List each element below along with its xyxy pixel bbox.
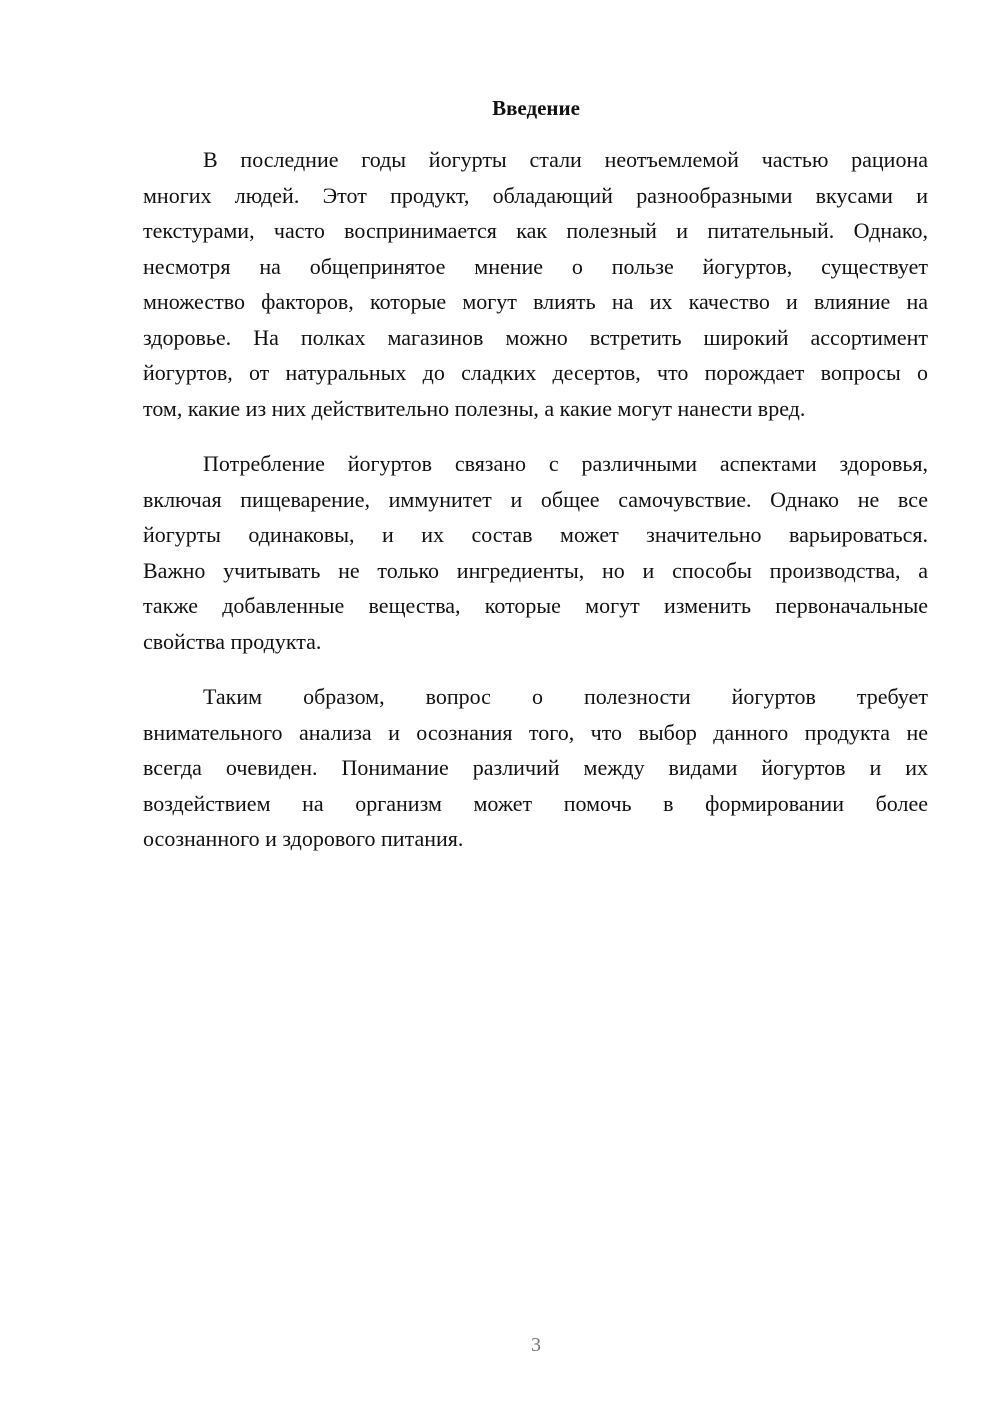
- text-line: многих людей. Этот продукт, обладающий разнообразными вкусами и: [143, 182, 928, 208]
- document-body: [143, 142, 928, 877]
- text-line: Потребление йогуртов связано с различными аспектами здоровья,: [203, 451, 928, 476]
- text-line: внимательного анализа и осознания того, что выбор данного продукта не: [143, 719, 928, 745]
- text-line: В последние годы йогурты стали неотъемлемой частью рациона: [203, 147, 928, 172]
- text-line: осознанного и здорового питания.: [143, 826, 464, 851]
- text-line: том, какие из них действительно полезны, а какие могут нанести вред.: [143, 395, 806, 421]
- paragraph: [143, 679, 928, 857]
- text-line: Таким образом, вопрос о полезности йогуртов требует: [203, 684, 928, 709]
- paragraph: [143, 142, 928, 426]
- section-title: Введение: [492, 96, 580, 120]
- text-line: включая пищеварение, иммунитет и общее самочувствие. Однако не все: [143, 486, 928, 512]
- text-line: также добавленные вещества, которые могут изменить первоначальные: [143, 593, 928, 618]
- text-line: йогурты одинаковы, и их состав может значительно варьироваться.: [143, 522, 928, 547]
- text-line: всегда очевиден. Понимание различий между видами йогуртов и их: [143, 755, 928, 780]
- text-line: свойства продукта.: [143, 628, 322, 654]
- text-line: воздействием на организм может помочь в формировании более: [143, 790, 928, 816]
- text-line: здоровье. На полках магазинов можно встретить широкий ассортимент: [143, 324, 928, 350]
- text-line: Важно учитывать не только ингредиенты, но и способы производства, а: [143, 557, 928, 583]
- text-line: текстурами, часто воспринимается как полезный и питательный. Однако,: [143, 218, 928, 243]
- text-line: йогуртов, от натуральных до сладких десертов, что порождает вопросы о: [143, 360, 928, 385]
- text-line: несмотря на общепринятое мнение о пользе йогуртов, существует: [143, 253, 928, 279]
- text-line: множество факторов, которые могут влиять на их качество и влияние на: [143, 289, 928, 314]
- page-number: 3: [531, 1334, 541, 1356]
- paragraph: [143, 446, 928, 659]
